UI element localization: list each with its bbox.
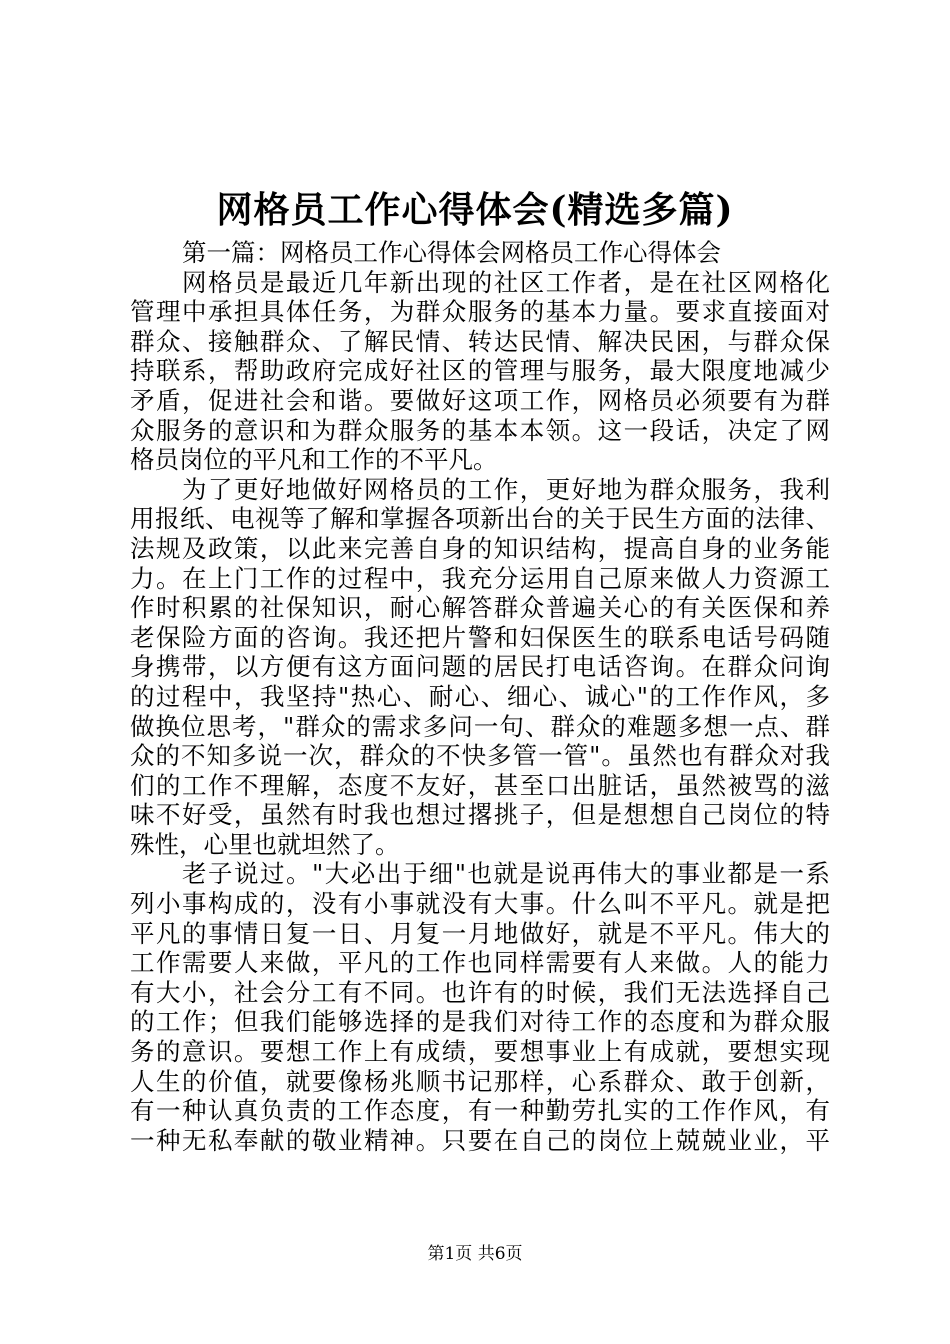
body-line: 格员岗位的平凡和工作的不平凡。 — [130, 445, 498, 475]
body-line: 的工作；但我们能够选择的是我们对待工作的态度和为群众服 — [130, 1007, 830, 1037]
body-line: 老保险方面的咨询。我还把片警和妇保医生的联系电话号码随 — [130, 622, 830, 652]
body-line: 第一篇：网格员工作心得体会网格员工作心得体会 — [182, 238, 721, 267]
body-line: 作时积累的社保知识，耐心解答群众普遍关心的有关医保和养 — [130, 593, 830, 623]
body-line: 身携带，以方便有这方面问题的居民打电话咨询。在群众问询 — [130, 652, 830, 682]
body-line: 味不好受，虽然有时我也想过撂挑子，但是想想自己岗位的特 — [130, 800, 830, 830]
body-line: 众的不知多说一次，群众的不快多管一管"。虽然也有群众对我 — [130, 741, 830, 771]
document-body — [130, 238, 830, 1155]
body-line: 老子说过。"大必出于细"也就是说再伟大的事业都是一系 — [182, 859, 830, 889]
body-line: 众服务的意识和为群众服务的基本本领。这一段话，决定了网 — [130, 415, 830, 445]
body-line: 持联系，帮助政府完成好社区的管理与服务，最大限度地减少 — [130, 356, 830, 386]
body-line: 力。在上门工作的过程中，我充分运用自己原来做人力资源工 — [130, 563, 830, 593]
body-line: 列小事构成的，没有小事就没有大事。什么叫不平凡。就是把 — [130, 889, 830, 919]
body-line: 网格员是最近几年新出现的社区工作者，是在社区网格化 — [182, 267, 830, 297]
body-line: 做换位思考，"群众的需求多问一句、群众的难题多想一点、群 — [130, 711, 830, 741]
page-number-footer: 第1页 共6页 — [427, 1244, 523, 1264]
body-line: 工作需要人来做，平凡的工作也同样需要有人来做。人的能力 — [130, 948, 830, 978]
body-line: 为了更好地做好网格员的工作，更好地为群众服务，我利 — [182, 474, 830, 504]
body-line: 务的意识。要想工作上有成绩，要想事业上有成就，要想实现 — [130, 1037, 830, 1067]
body-line: 用报纸、电视等了解和掌握各项新出台的关于民生方面的法律、 — [130, 504, 830, 534]
body-line: 法规及政策，以此来完善自身的知识结构，提高自身的业务能 — [130, 533, 830, 563]
body-line: 殊性，心里也就坦然了。 — [130, 829, 400, 859]
body-line: 平凡的事情日复一日、月复一月地做好，就是不平凡。伟大的 — [130, 918, 830, 948]
body-line: 矛盾，促进社会和谐。要做好这项工作，网格员必须要有为群 — [130, 385, 830, 415]
body-line: 群众、接触群众、了解民情、转达民情、解决民困，与群众保 — [130, 326, 830, 356]
body-line: 的过程中，我坚持"热心、耐心、细心、诚心"的工作作风，多 — [130, 681, 830, 711]
body-line: 有大小，社会分工有不同。也许有的时候，我们无法选择自己 — [130, 977, 830, 1007]
body-line: 人生的价值，就要像杨兆顺书记那样，心系群众、敢于创新， — [130, 1066, 830, 1096]
body-line: 有一种认真负责的工作态度，有一种勤劳扎实的工作作风，有 — [130, 1096, 830, 1126]
body-line: 管理中承担具体任务，为群众服务的基本力量。要求直接面对 — [130, 297, 830, 327]
document-title: 网格员工作心得体会(精选多篇) — [216, 189, 734, 231]
body-line: 一种无私奉献的敬业精神。只要在自己的岗位上兢兢业业，平 — [130, 1125, 830, 1155]
body-line: 们的工作不理解，态度不友好，甚至口出脏话，虽然被骂的滋 — [130, 770, 830, 800]
